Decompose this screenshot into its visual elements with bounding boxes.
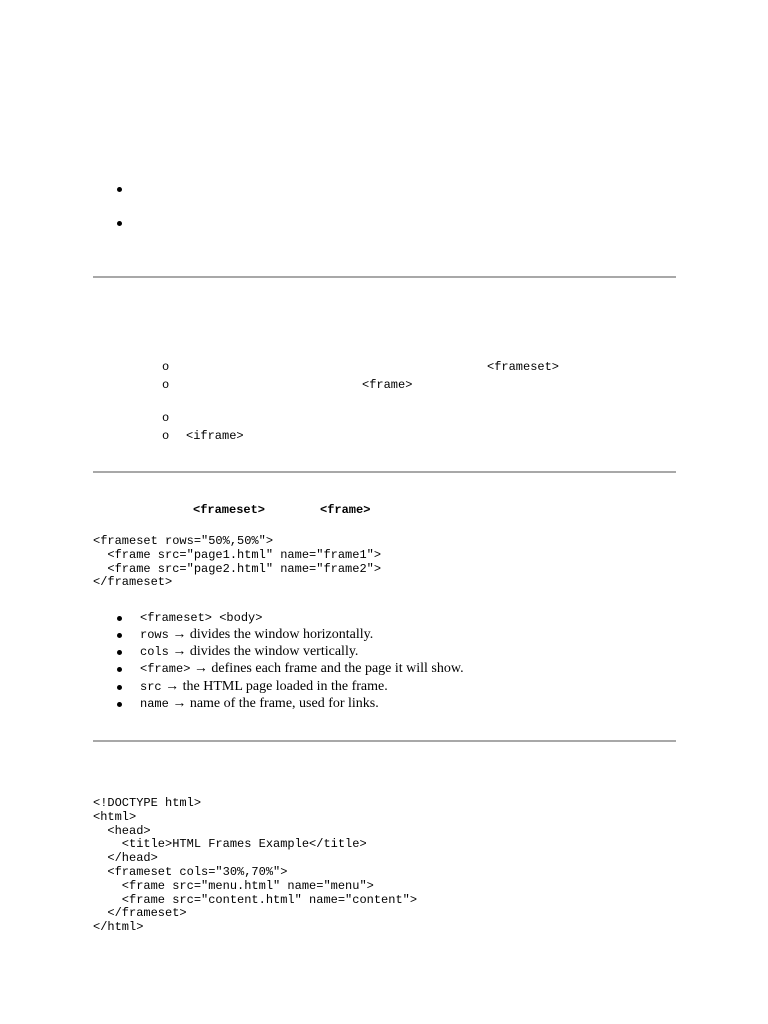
- code-iframe: <iframe>: [186, 429, 244, 443]
- bullet-circle: o: [162, 378, 170, 392]
- bullet-disc: [117, 187, 122, 192]
- list-item-text: → divides the window vertically.: [168, 644, 359, 659]
- code-token: cols: [140, 645, 169, 659]
- bullet-circle: o: [162, 360, 170, 374]
- code-token: src: [140, 680, 162, 694]
- horizontal-rule: [93, 740, 676, 742]
- bullet-disc: [117, 667, 122, 672]
- list-item-text: → defines each frame and the page it will show.: [190, 661, 464, 676]
- list-item: [140, 695, 379, 712]
- list-item-text: → the HTML page loaded in the frame.: [161, 679, 388, 694]
- bullet-disc: [117, 702, 122, 707]
- heading-code-frameset: <frameset>: [193, 503, 266, 517]
- list-item: [140, 643, 358, 660]
- list-item-text: → name of the frame, used for links.: [168, 696, 379, 711]
- code-token: <frame>: [140, 662, 191, 676]
- bullet-circle: o: [162, 411, 170, 425]
- code-frameset: <frameset>: [487, 360, 560, 374]
- code-frame: <frame>: [362, 378, 413, 392]
- code-token: <body>: [219, 611, 263, 625]
- list-item: [140, 626, 373, 643]
- horizontal-rule: [93, 276, 676, 278]
- heading-code-frame: <frame>: [320, 503, 371, 517]
- bullet-disc: [117, 685, 122, 690]
- bullet-circle: o: [162, 429, 170, 443]
- list-item: [140, 678, 388, 695]
- bullet-disc: [117, 616, 122, 621]
- code-block-frames-example: <!DOCTYPE html> <html> <head> <title>HTML Frames Example</title> </head> <frameset cols="30%,70%"> <frame src="menu.html" name="menu"> <frame src="content.html" name="content"> </frameset> </html>: [93, 796, 418, 935]
- list-item-text: → divides the window horizontally.: [168, 627, 374, 642]
- bullet-disc: [117, 633, 122, 638]
- code-token: rows: [140, 628, 169, 642]
- horizontal-rule: [93, 471, 676, 473]
- bullet-disc: [117, 221, 122, 226]
- bullet-disc: [117, 650, 122, 655]
- list-item: [140, 609, 262, 626]
- code-block-frameset-rows: <frameset rows="50%,50%"> <frame src="page1.html" name="frame1"> <frame src="page2.html" name="frame2"> </frameset>: [93, 534, 382, 590]
- code-token: <frameset>: [140, 611, 213, 625]
- code-token: name: [140, 697, 169, 711]
- list-item: [140, 660, 464, 677]
